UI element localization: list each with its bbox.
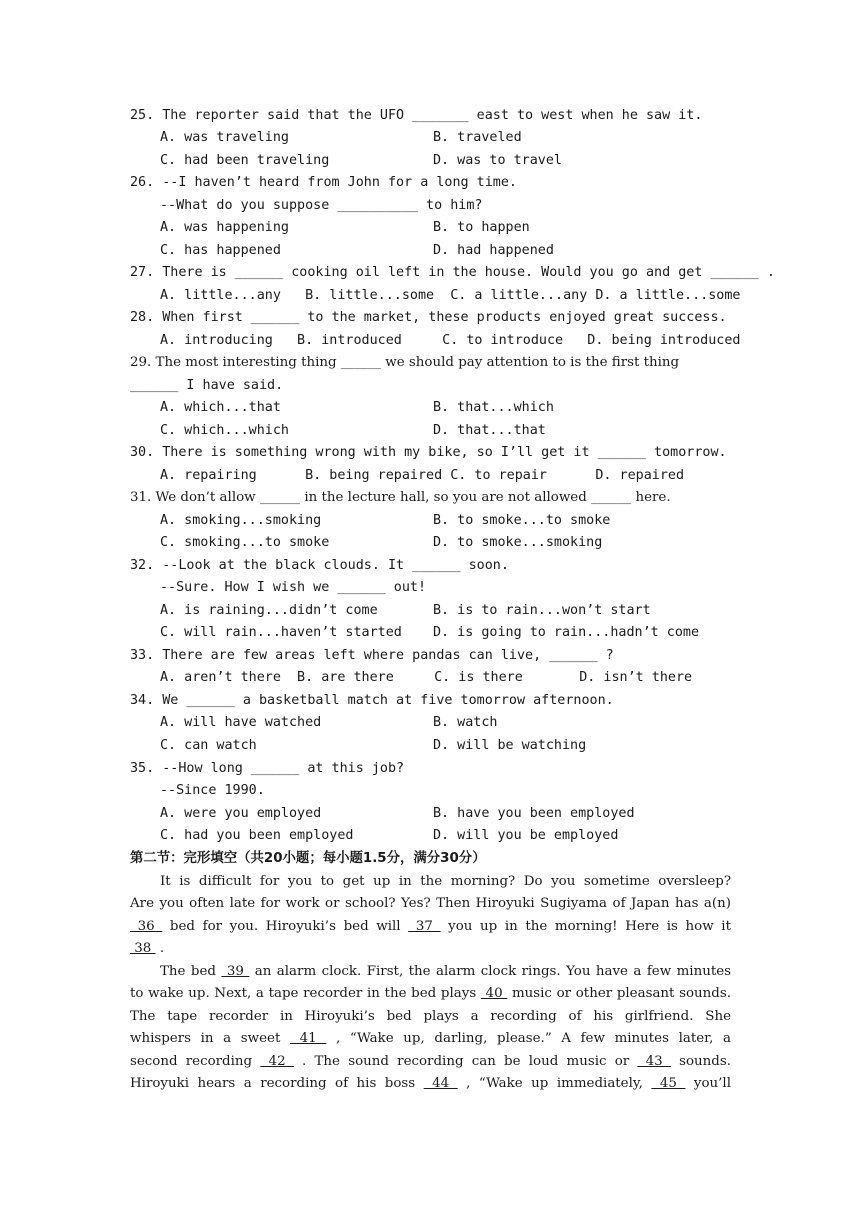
question-31-option-d: D. to smoke...smoking [433,535,603,550]
question-26-stem-reply: --What do you suppose __________ to him? [160,198,483,213]
question-35-option-b: B. have you been employed [433,806,635,821]
blank-42: 42 [260,1054,294,1069]
question-28-options: A. introducing B. introduced C. to introduce D. being introduced [160,333,741,348]
section-heading: 第二节：完形填空（共20小题；每小题1.5分，满分30分） [130,851,486,866]
question-29-option-a: A. which...that [160,400,281,415]
question-26-stem: 26. --I haven’t heard from John for a long time. [130,175,517,190]
passage-p1-line-1: It is difficult for you to get up in the morning? Do you sometime oversleep? [160,874,731,889]
blank-41: 41 [290,1031,327,1046]
question-31-option-c: C. smoking...to smoke [160,535,330,550]
question-32-option-b: B. is to rain...won’t start [433,603,651,618]
passage-p2-line-4: whispers in a sweet 41 , “Wake up, darling, please.” A few minutes later, a [130,1031,731,1046]
question-34-stem: 34. We ______ a basketball match at five tomorrow afternoon. [130,693,614,708]
blank-43: 43 [637,1054,671,1069]
question-25-option-d: D. was to travel [433,153,562,168]
passage-p2-line-1: The bed 39 an alarm clock. First, the alarm clock rings. You have a few minutes [160,964,731,979]
question-32-option-d: D. is going to rain...hadn’t come [433,625,700,640]
question-26-option-c: C. has happened [160,243,281,258]
question-26-option-a: A. was happening [160,220,289,235]
question-35-stem-reply: --Since 1990. [160,783,265,798]
question-27-stem: 27. There is ______ cooking oil left in the house. Would you go and get ______ . [130,265,775,280]
blank-40: 40 [480,986,508,1001]
question-25-option-a: A. was traveling [160,130,289,145]
question-35-option-c: C. had you been employed [160,828,354,843]
question-34-option-d: D. will be watching [433,738,587,753]
question-29-option-c: C. which...which [160,423,289,438]
question-26-option-d: D. had happened [433,243,554,258]
question-25-stem: 25. The reporter said that the UFO _______ east to west when he saw it. [130,108,703,123]
blank-39: 39 [221,964,250,979]
blank-45: 45 [651,1076,686,1091]
question-34-option-b: B. watch [433,715,498,730]
blank-37: 37 [408,919,441,934]
question-25-option-c: C. had been traveling [160,153,330,168]
question-31-option-b: B. to smoke...to smoke [433,513,611,528]
question-27-options: A. little...any B. little...some C. a little...any D. a little...some [160,288,741,303]
question-28-stem: 28. When first ______ to the market, these products enjoyed great success. [130,310,727,325]
question-26-option-b: B. to happen [433,220,530,235]
question-32-stem: 32. --Look at the black clouds. It ______ soon. [130,558,509,573]
question-25-option-b: B. traveled [433,130,522,145]
passage-p2-line-2: to wake up. Next, a tape recorder in the bed plays 40 music or other pleasant sounds. [130,986,732,1001]
passage-p1-line-4: 38 . [130,941,165,956]
question-33-stem: 33. There are few areas left where pandas can live, ______ ? [130,648,614,663]
passage-p2-line-6: Hiroyuki hears a recording of his boss 44 , “Wake up immediately, 45 you’ll [130,1076,731,1091]
blank-36: 36 [130,919,163,934]
question-29-stem-cont: ______ I have said. [130,378,284,393]
question-35-option-a: A. were you employed [160,806,322,821]
question-32-option-a: A. is raining...didn’t come [160,603,378,618]
question-32-stem-reply: --Sure. How I wish we ______ out! [160,580,427,595]
passage-p2-line-5: second recording 42 . The sound recording can be loud music or 43 sounds. [130,1054,731,1069]
question-32-option-c: C. will rain...haven’t started [160,625,402,640]
blank-38: 38 [130,941,156,956]
question-35-option-d: D. will you be employed [433,828,619,843]
question-34-option-c: C. can watch [160,738,257,753]
question-31-option-a: A. smoking...smoking [160,513,322,528]
blank-44: 44 [423,1076,458,1091]
question-33-options: A. aren’t there B. are there C. is there D. isn’t there [160,670,693,685]
question-30-options: A. repairing B. being repaired C. to repair D. repaired [160,468,685,483]
question-34-option-a: A. will have watched [160,715,322,730]
question-31-stem: 31. We don’t allow ______ in the lecture hall, so you are not allowed ______ here. [130,490,671,505]
passage-p1-line-3: 36 bed for you. Hiroyuki’s bed will 37 you up in the morning! Here is how it [130,919,731,934]
passage-p2-line-3: The tape recorder in Hiroyuki’s bed plays a recording of his girlfriend. She [130,1009,731,1024]
question-29-stem: 29. The most interesting thing ______ we should pay attention to is the first thing [130,355,680,370]
question-35-stem: 35. --How long ______ at this job? [130,761,405,776]
question-30-stem: 30. There is something wrong with my bike, so I’ll get it ______ tomorrow. [130,445,727,460]
question-29-option-b: B. that...which [433,400,554,415]
question-29-option-d: D. that...that [433,423,546,438]
passage-p1-line-2: Are you often late for work or school? Yes? Then Hiroyuki Sugiyama of Japan has a(n) [130,896,731,911]
